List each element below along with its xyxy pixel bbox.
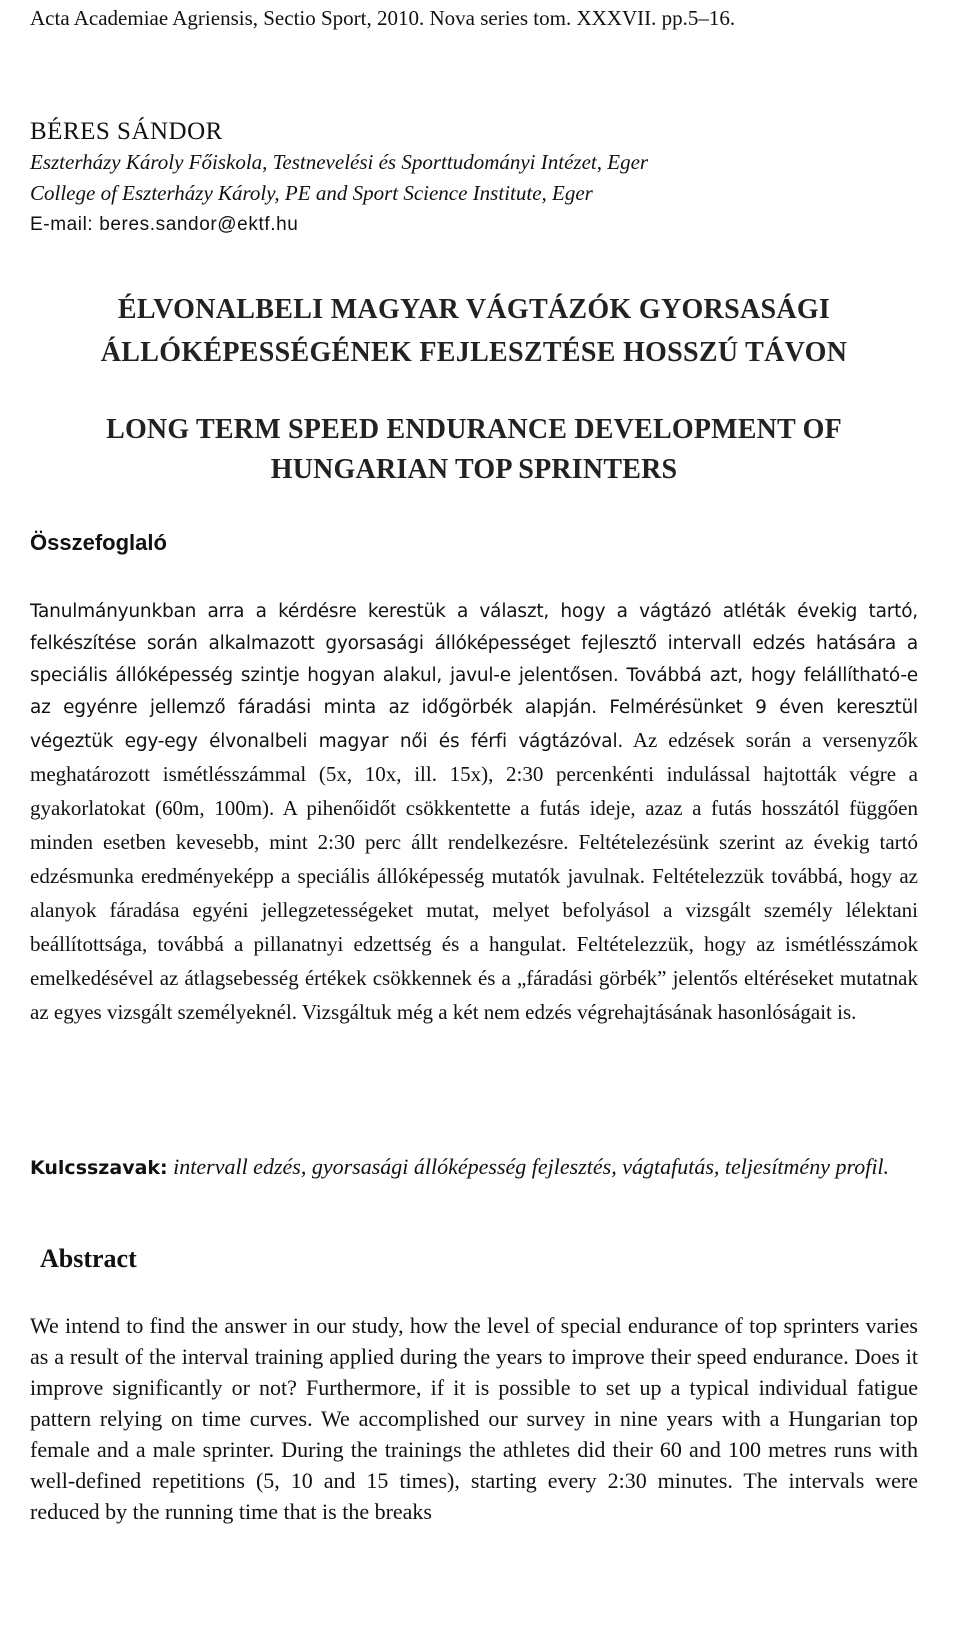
keywords-text: intervall edzés, gyorsasági állóképesség fejlesztés, vágtafutás, teljesítmény profil. [167, 1154, 890, 1179]
keywords-label: Kulcsszavak: [30, 1157, 168, 1179]
author-name: BÉRES SÁNDOR [30, 118, 223, 145]
title-hu-line1: ÉLVONALBELI MAGYAR VÁGTÁZÓK GYORSASÁGI [117, 294, 831, 325]
title-english [30, 410, 918, 490]
affiliation-hu: Eszterházy Károly Főiskola, Testnevelési és Sporttudományi Intézet, Eger [30, 150, 649, 174]
abstract-body [30, 1310, 918, 1527]
abstract-text: We intend to find the answer in our study, how the level of special endurance of top sprinters varies as a result of the interval training applied during the years to improve their speed endurance. Does it improve significantly or not? Furthermore, if it is possible to set up a typical individual fatigue pattern relying on time curves. We accomplished our survey in nine years with a Hungarian top female and a male sprinter. During the trainings the athletes did their 60 and 100 metres runs with well-defined repetitions (5, 10 and 15 times), starting every 2:30 minutes. The intervals were reduced by the running time that is the breaks [30, 1313, 918, 1524]
affiliation-en: College of Eszterházy Károly, PE and Sport Science Institute, Eger [30, 181, 593, 205]
author-block [30, 116, 648, 240]
summary-heading: Összefoglaló [30, 530, 167, 555]
author-email[interactable]: E-mail: beres.sandor@ektf.hu [30, 214, 299, 235]
title-en-line1: LONG TERM SPEED ENDURANCE DEVELOPMENT OF [106, 414, 842, 445]
journal-citation: Acta Academiae Agriensis, Sectio Sport, 2010. Nova series tom. XXXVII. pp.5–16. [30, 6, 736, 30]
title-hungarian [30, 288, 918, 374]
summary-text-part2: Az edzések során a versenyzők meghatározott ismétlésszámmal (5x, 10x, ill. 15x), 2:30 percenkénti indulással hajtották végre a gyakorlatokat (60m, 100m). A pihenőidőt csökkentette a futás ideje, azaz a futás hosszától függően minden esetben kevesebb, mint 2:30 perc állt rendelkezésre. Feltételezésünk szerint az évekig tartó edzésmunka eredményeképp a speciális állóképesség mutatók javulnak. Feltételezzük továbbá, hogy az alanyok fáradása egyéni jellegzetességeket mutat, melyet befolyásol a vizsgált személy lélektani beállítottsága, továbbá a pillanatnyi edzettség és a hangulat. Feltételezzük, hogy az ismétlésszámok emelkedésével az átlagsebesség értékek csökkennek és a „fáradási görbék” jelentős eltéréseket mutatnak az egyes vizsgált személyeknél. Vizsgáltuk még a két nem edzés végrehajtásának hasonlóságait is. [30, 728, 919, 1024]
summary-text-part1: Tanulmányunkban arra a kérdésre kerestük a választ, hogy a vágtázó atléták évekig tartó, felkészítése során alkalmazott gyorsasági állóképességet fejlesztő intervall edzés hatására a speciális állóképesség szintje hogyan alakul, javul-e jelentősen. Továbbá azt, hogy felállítható-e az egyénre jellemző fáradási minta az időgörbék alapján. Felmérésünket 9 éven keresztül végeztük egy-egy élvonalbeli magyar női és férfi vágtázóval. [30, 601, 918, 752]
title-hu-line2: ÁLLÓKÉPESSÉGÉNEK FEJLESZTÉSE HOSSZÚ TÁVON [100, 337, 848, 368]
abstract-heading: Abstract [40, 1244, 137, 1273]
title-en-line2: HUNGARIAN TOP SPRINTERS [270, 454, 678, 485]
summary-body [30, 596, 918, 1030]
keywords [30, 1150, 918, 1185]
